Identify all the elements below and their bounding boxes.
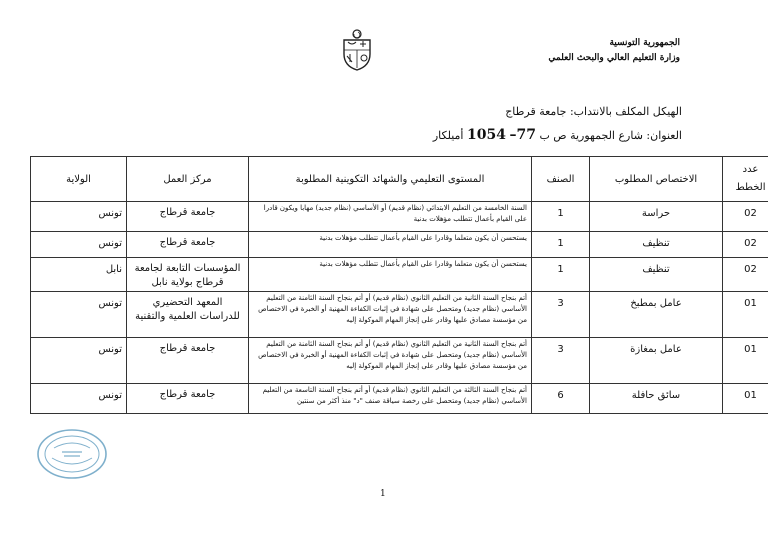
cell-workplace: جامعة قرطاج [127,202,249,232]
cell-wilaya: تونس [31,292,127,338]
address-label: العنوان: شارع الجمهورية ص ب [539,129,682,142]
cell-wilaya: تونس [31,232,127,258]
cell-count: 02 [723,258,768,292]
table-row [31,232,768,258]
cell-workplace: جامعة قرطاج [127,384,249,414]
cell-education: أتم بنجاح السنة الثانية من التعليم الثانوي (نظام قديم) أو أتم بنجاح السنة الثامنة من التعليم الأساسي (نظام جديد) ومتحصل على شهادة في إثبات الكفاءة المهنية أو الخبرة في الاختصاص من مؤسسة مصادق عليها وقادر على إنجاز المهام الموكولة إليه [249,292,532,338]
cell-workplace: المؤسسات التابعة لجامعة قرطاج بولاية نابل [127,258,249,292]
cell-count: 02 [723,232,768,258]
cell-specialty: سائق حافلة [590,384,723,414]
cell-workplace: جامعة قرطاج [127,232,249,258]
cell-grade: 1 [532,258,590,292]
header-specialty: الاختصاص المطلوب [590,157,723,202]
recruiting-structure: الهيكل المكلف بالانتداب: جامعة قرطاج [505,105,682,118]
cell-grade: 6 [532,384,590,414]
cell-wilaya: تونس [31,202,127,232]
cell-specialty: عامل بمغازة [590,338,723,384]
header-count: عدد الخطط [723,157,768,202]
address-box: 77 [516,127,536,143]
table-row [31,338,768,384]
ministry-name: وزارة التعليم العالي والبحث العلمي [548,53,680,63]
cell-count: 01 [723,292,768,338]
cell-wilaya: نابل [31,258,127,292]
table-row [31,292,768,338]
cell-education: السنة الخامسة من التعليم الابتدائي (نظام قديم) أو الأساسي (نظام جديد) مهابا ويكون قادرا على القيام بأعمال تتطلب مؤهلات بدنية [249,202,532,232]
table-row [31,258,768,292]
cell-grade: 3 [532,338,590,384]
republic-name: الجمهورية التونسية [609,38,680,48]
cell-specialty: حراسة [590,202,723,232]
table-row [31,384,768,414]
cell-specialty: تنظيف [590,232,723,258]
cell-education: أتم بنجاح السنة الثالثة من التعليم الثانوي (نظام قديم) أو أتم بنجاح السنة التاسعة من التعليم الأساسي (نظام جديد) ومتحصل على رخصة سياقة صنف "د" منذ أكثر من سنتين [249,384,532,414]
address-city: أميلكار [432,129,464,142]
header-grade: الصنف [532,157,590,202]
cell-wilaya: تونس [31,338,127,384]
page-number: 1 [380,489,386,499]
table-row [31,202,768,232]
cell-count: 02 [723,202,768,232]
university-stamp-icon [36,428,108,480]
positions-table [30,156,768,414]
cell-grade: 1 [532,232,590,258]
cell-education: أتم بنجاح السنة الثانية من التعليم الثانوي (نظام قديم) أو أتم بنجاح السنة الثامنة من التعليم الأساسي (نظام جديد) ومتحصل على شهادة في إثبات الكفاءة المهنية أو الخبرة في الاختصاص من مؤسسة مصادق عليها وقادر على إنجاز المهام الموكولة إليه [249,338,532,384]
header-workplace: مركز العمل [127,157,249,202]
cell-wilaya: تونس [31,384,127,414]
ministry-header [420,36,680,66]
address-line [282,127,682,143]
address-dash: – [509,127,517,143]
table-header-row [31,157,768,202]
cell-workplace: جامعة قرطاج [127,338,249,384]
cell-specialty: تنظيف [590,258,723,292]
cell-workplace: المعهد التحضيري للدراسات العلمية والتقنية [127,292,249,338]
header-education: المستوى التعليمي والشهائد التكوينية المطلوبة [249,157,532,202]
cell-education: يستحسن أن يكون متعلما وقادرا على القيام بأعمال تتطلب مؤهلات بدنية [249,232,532,258]
cell-count: 01 [723,338,768,384]
address-code: 1054 [467,127,506,143]
cell-education: يستحسن أن يكون متعلما وقادرا على القيام بأعمال تتطلب مؤهلات بدنية [249,258,532,292]
tunisia-emblem-icon [339,28,375,74]
cell-grade: 1 [532,202,590,232]
cell-grade: 3 [532,292,590,338]
cell-count: 01 [723,384,768,414]
cell-specialty: عامل بمطبخ [590,292,723,338]
header-wilaya: الولاية [31,157,127,202]
